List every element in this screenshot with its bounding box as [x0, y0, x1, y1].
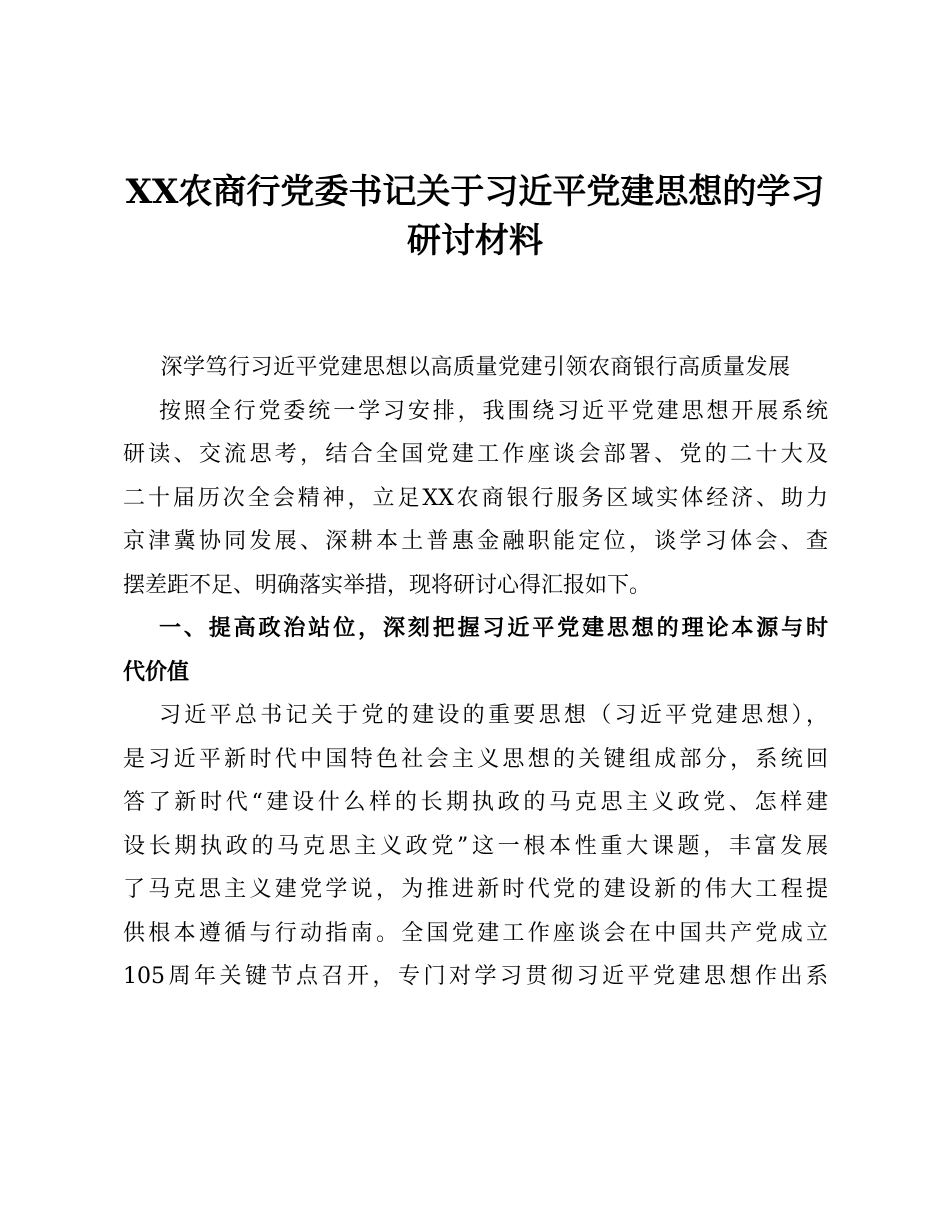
- body-line: 供根本遵循与行动指南。全国党建工作座谈会在中国共产党成立: [123, 920, 828, 946]
- body-line: 设长期执政的马克思主义政党”这一根本性重大课题，丰富发展: [123, 833, 828, 859]
- intro-line: 摆差距不足、明确落实举措，现将研讨心得汇报如下。: [123, 572, 652, 598]
- body-line: 答了新时代“建设什么样的长期执政的马克思主义政党、怎样建: [123, 790, 828, 815]
- intro-line: 研读、交流思考，结合全国党建工作座谈会部署、党的二十大及: [123, 442, 828, 467]
- document-title-line-2: 研讨材料: [407, 221, 543, 261]
- body-line: 习近平总书记关于党的建设的重要思想（习近平党建思想），: [159, 703, 828, 728]
- body-line: 了马克思主义建党学说，为推进新时代党的建设新的伟大工程提: [123, 877, 828, 902]
- body-line: 105周年关键节点召开，专门对学习贯彻习近平党建思想作出系: [123, 964, 828, 989]
- section-heading-line: 代价值: [123, 659, 190, 685]
- intro-line: 京津冀协同发展、深耕本土普惠金融职能定位，谈学习体会、查: [123, 529, 828, 554]
- document-title-line-1: XX农商行党委书记关于习近平党建思想的学习: [125, 172, 825, 212]
- document-subtitle: 深学笃行习近平党建思想以高质量党建引领农商银行高质量发展: [160, 355, 791, 380]
- intro-line: 按照全行党委统一学习安排，我围绕习近平党建思想开展系统: [159, 398, 828, 424]
- intro-line: 二十届历次全会精神，立足XX农商银行服务区域实体经济、助力: [123, 485, 828, 511]
- document-body: [123, 346, 828, 999]
- body-line: 是习近平新时代中国特色社会主义思想的关键组成部分，系统回: [123, 746, 828, 772]
- section-heading-line: 一、提高政治站位，深刻把握习近平党建思想的理论本源与时: [159, 616, 828, 641]
